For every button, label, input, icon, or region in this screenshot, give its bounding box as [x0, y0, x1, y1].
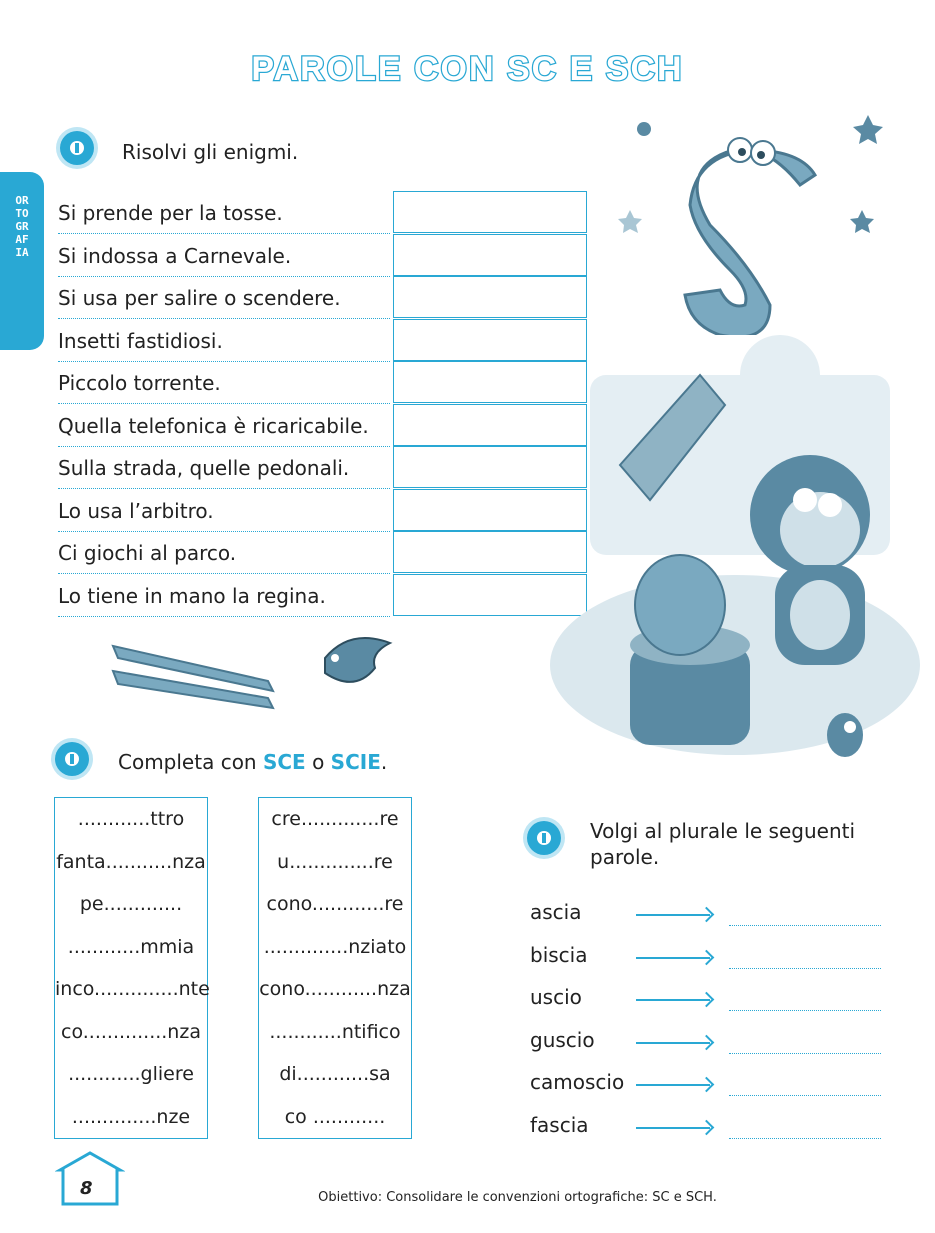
arrow-right-icon [636, 1042, 710, 1044]
riddle-text: Piccolo torrente. [58, 361, 390, 404]
fish-illustration [315, 628, 400, 708]
fill-in-word[interactable]: pe............. [79, 893, 183, 915]
riddle-text: Si indossa a Carnevale. [58, 234, 390, 277]
riddle-text: Lo tiene in mano la regina. [58, 574, 390, 617]
riddle-text: Ci giochi al parco. [58, 531, 390, 574]
fill-in-word[interactable]: ............ttro [77, 808, 185, 830]
page-number: 8 [80, 1178, 93, 1199]
letter-s-illustration [600, 95, 900, 335]
section3-instruction: Volgi al plurale le seguenti parole. [590, 819, 856, 869]
singular-word: biscia [530, 942, 588, 967]
fill-in-word[interactable]: ............ntifico [269, 1020, 401, 1043]
plural-answer-line[interactable] [729, 1052, 881, 1054]
monkey-illustration [550, 335, 920, 795]
answer-box[interactable] [393, 234, 587, 276]
riddle-text: Lo usa l’arbitro. [58, 489, 390, 532]
riddle-text: Quella telefonica è ricaricabile. [58, 404, 390, 447]
side-tab-label: ORTOGRAFIA [15, 194, 29, 259]
word-column-1 [54, 797, 208, 1139]
arrow-right-icon [636, 1084, 710, 1086]
exercise-badge-icon [60, 131, 94, 165]
fill-in-word[interactable]: cono............re [266, 893, 404, 915]
fill-in-word[interactable]: ..............nziato [263, 935, 407, 958]
plural-answer-line[interactable] [729, 967, 881, 969]
fill-in-word[interactable]: co..............nza [61, 1020, 201, 1043]
riddle-text: Si usa per salire o scendere. [58, 276, 390, 319]
fill-in-word[interactable]: u..............re [277, 850, 393, 873]
page-title: PAROLE CON SC E SCH [251, 50, 684, 88]
fill-in-word[interactable]: co ............ [284, 1105, 386, 1128]
footer-objective: Obiettivo: Consolidare le convenzioni ortografiche: SC e SCH. [318, 1190, 717, 1205]
fill-in-word[interactable]: di............sa [279, 1063, 391, 1085]
answer-box[interactable] [393, 276, 587, 318]
plural-answer-line[interactable] [729, 1137, 881, 1139]
exercise-badge-icon [527, 821, 561, 855]
plural-answer-line[interactable] [729, 1094, 881, 1096]
singular-word: guscio [530, 1027, 595, 1052]
arrow-right-icon [636, 999, 710, 1001]
fill-in-word[interactable]: ..............nze [71, 1105, 191, 1128]
riddle-text: Si prende per la tosse. [58, 191, 390, 234]
singular-word: camoscio [530, 1070, 625, 1094]
arrow-right-icon [636, 914, 710, 916]
answer-box[interactable] [393, 191, 587, 233]
exercise-badge-icon [55, 742, 89, 776]
fill-in-word[interactable]: ............gliere [68, 1063, 194, 1085]
plural-answer-line[interactable] [729, 924, 881, 926]
fill-in-word[interactable]: fanta...........nza [56, 850, 206, 873]
section2-instruction: Completa con SCE o SCIE. [118, 750, 388, 774]
arrow-right-icon [636, 957, 710, 959]
fill-in-word[interactable]: cono............nza [259, 978, 411, 1000]
word-column-2 [258, 797, 412, 1139]
arrow-right-icon [636, 1127, 710, 1129]
plural-answer-line[interactable] [729, 1009, 881, 1011]
singular-word: fascia [530, 1112, 589, 1137]
fill-in-word[interactable]: ............mmia [67, 935, 195, 958]
singular-word: uscio [530, 985, 582, 1009]
skis-illustration [108, 636, 278, 716]
fill-in-word[interactable]: cre.............re [271, 808, 399, 830]
section1-instruction: Risolvi gli enigmi. [122, 140, 299, 164]
riddle-text: Sulla strada, quelle pedonali. [58, 446, 390, 489]
singular-word: ascia [530, 900, 582, 924]
riddle-text: Insetti fastidiosi. [58, 319, 390, 362]
side-tab [0, 172, 44, 350]
fill-in-word[interactable]: inco..............nte [55, 978, 210, 1000]
